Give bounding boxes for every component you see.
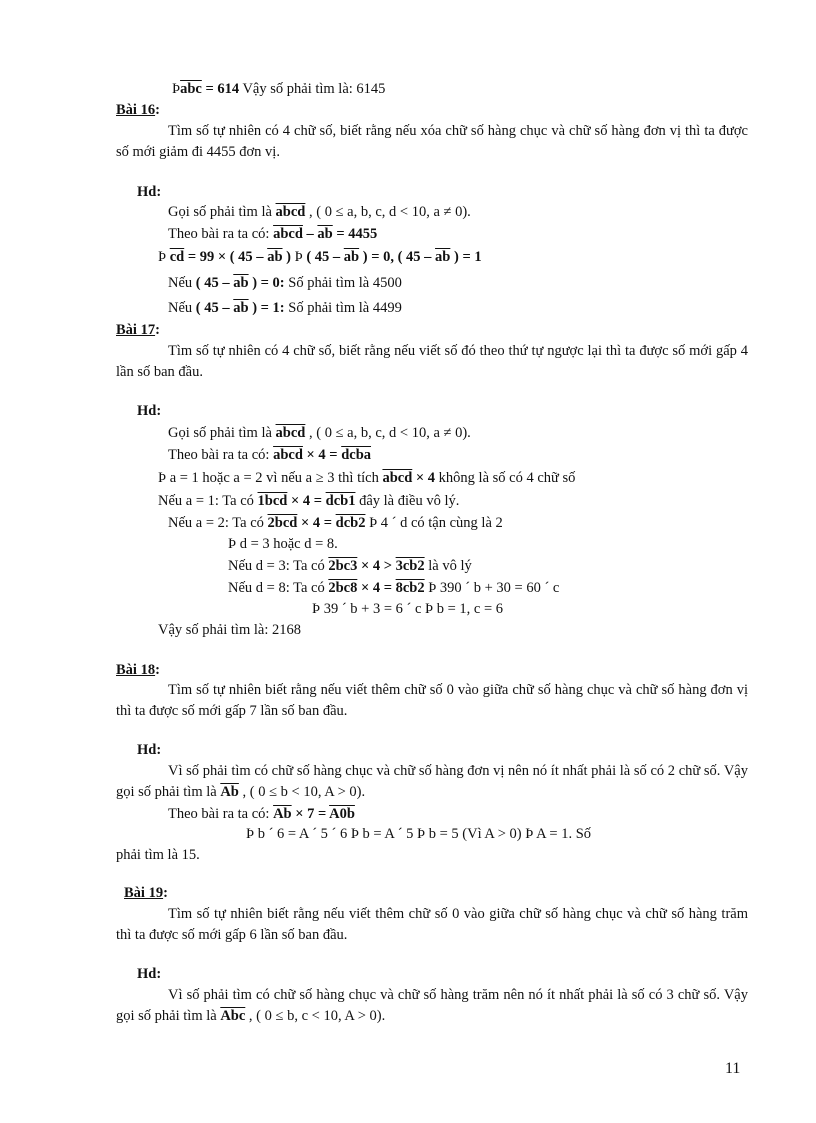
overline-number: $\overline{ab}$ [317,226,333,242]
overline-number: A0b [329,806,355,822]
math-expression: – [302,226,318,242]
text: Nếu a = 2: Ta có [168,515,268,531]
text: Theo bài ra ta có: [168,806,274,822]
text: Nếu [168,300,196,316]
overline-number: $\overline{cd}$ [169,249,185,265]
implies-symbol: Þ [158,249,170,265]
answer-line: phải tìm là 15. [116,847,200,863]
overline-number: $\overline{Ab}$ [220,784,239,800]
implies-symbol: Þ [172,81,181,97]
hint-label: Hd: [137,403,162,419]
overline-number: $\overline{ab}$ [343,249,360,265]
overline-number: abcd [275,425,306,441]
overline-number: dcb1 [325,493,356,509]
overline-number: $\overline{ab}$ [233,300,249,316]
math-expression: ) = 0: [248,275,285,291]
text: Þ 4 ´ d có tận cùng là 2 [365,515,503,531]
problem-title: Bài 16 [116,102,156,118]
title-colon: : [155,102,160,118]
text: không là số có 4 chữ số [435,470,576,486]
solution-line [168,424,471,442]
title-colon: : [155,322,160,338]
math-expression: × 4 = [287,493,326,509]
overline-number: 8cb2 [395,580,425,596]
text: Số phải tìm là 4500 [284,275,402,291]
math-expression: = 614 [201,81,240,97]
problem-16-heading [116,101,160,119]
title-colon: : [155,662,160,678]
math-expression: × 4 > [357,558,396,574]
overline-number: 2bcd [267,515,298,531]
top-result-line [172,80,385,98]
problem-17-statement [116,341,748,383]
solution-line: Þ 39 ´ b + 3 = 6 ´ c Þ b = 1, c = 6 [312,601,503,617]
text: Þ 390 ´ b + 30 = 60 ´ c [424,580,560,596]
solution-line: Þ b ´ 6 = A ´ 5 ´ 6 Þ b = A ´ 5 Þ b = 5 (Vì A > 0) Þ A = 1. Số [246,826,592,842]
text: Nếu d = 8: Ta có [228,580,329,596]
solution-line [168,514,503,532]
math-expression: × 4 [412,470,436,486]
hint-label: Hd: [137,184,162,200]
problem-title: Bài 18 [116,662,156,678]
overline-number: $\overline{ab}$ [233,275,249,291]
solution-line [168,203,471,221]
problem-title: Bài 19 [124,885,164,901]
text: Nếu [168,275,196,291]
implies-symbol: Þ [290,249,307,265]
text: Gọi số phải tìm là [168,425,276,441]
solution-line: Þ d = 3 hoặc d = 8. [228,536,338,552]
math-expression: × 7 = [291,806,330,822]
overline-number: $\overline{Ab}$ [273,806,292,822]
solution-paragraph [116,985,748,1027]
overline-number: dcb2 [335,515,366,531]
problem-text: Tìm số tự nhiên có 4 chữ số, biết rằng nếu xóa chữ số hàng chục và chữ số hàng đơn vị thì ta được số mới giảm đi 4455 đơn vị. [116,123,748,160]
text: Nếu a = 1: Ta có [158,493,258,509]
solution-line [168,274,402,292]
title-colon: : [163,885,168,901]
hint-label: Hd: [137,966,162,982]
problem-text: Tìm số tự nhiên biết rằng nếu viết thêm chữ số 0 vào giữa chữ số hàng chục và chữ số hàng đơn vị thì ta được số mới gấp 7 lần số ban đầu. [116,682,748,719]
math-expression: × 4 = [297,515,336,531]
text: Nếu d = 3: Ta có [228,558,329,574]
overline-number: 1bcd [257,493,288,509]
solution-line [158,492,459,510]
solution-line [158,248,482,266]
text: , ( 0 ≤ a, b, c, d < 10, a ≠ 0). [305,204,471,220]
problem-text: Tìm số tự nhiên biết rằng nếu viết thêm chữ số 0 vào giữa chữ số hàng chục và chữ số hàng trăm thì ta được số mới gấp 6 lần số ban đầu. [116,906,748,943]
text: đây là điều vô lý. [355,493,460,509]
text: Vì số phải tìm có chữ số hàng chục và chữ số hàng đơn vị nên nó ít nhất phải là số có 2 chữ số. Vậy gọi số phải tìm là [116,763,748,800]
overline-number: 2bc8 [328,580,358,596]
math-expression: = 4455 [332,226,378,242]
hint-label: Hd: [137,742,162,758]
overline-number: $\overline{ab}$ [267,249,283,265]
math-expression: ) = 0, ( 45 – [359,249,436,265]
overline-number: $\overline{abc}$ [180,81,202,97]
math-expression: ) = 1: [248,300,285,316]
page-number: 11 [725,1060,741,1077]
overline-number: 3cb2 [395,558,425,574]
overline-number: abcd [382,470,413,486]
text: là vô lý [424,558,472,574]
text: Vì số phải tìm có chữ số hàng chục và chữ số hàng trăm nên nó ít nhất phải là số có 3 chữ số. Vậy gọi số phải tìm là [116,987,748,1024]
solution-line [168,225,377,243]
text: Þ a = 1 hoặc a = 2 vì nếu a ≥ 3 thì tích [158,470,383,486]
overline-number: dcba [341,447,372,463]
text: , ( 0 ≤ a, b, c, d < 10, a ≠ 0). [305,425,471,441]
problem-text: Tìm số tự nhiên có 4 chữ số, biết rằng nếu viết số đó theo thứ tự ngược lại thì ta được số mới gấp 4 lần số ban đầu. [116,343,748,380]
math-expression: × 4 = [302,447,342,463]
overline-number: $\overline{ab}$ [435,249,451,265]
overline-number: $\overline{Abc}$ [220,1008,246,1024]
overline-number: abcd [273,226,303,242]
solution-line [168,446,371,464]
problem-18-statement [116,680,748,722]
problem-19-heading [124,884,168,902]
solution-line [228,557,472,575]
math-expression: = 99 × ( 45 – [184,249,268,265]
math-expression: ) = 1 [450,249,482,265]
text: Theo bài ra ta có: [168,226,274,242]
text: Số phải tìm là 4499 [284,300,402,316]
math-expression: × 4 = [357,580,396,596]
solution-line [158,469,575,487]
math-expression: ( 45 – [306,249,344,265]
overline-number: abcd [275,204,306,220]
text: Gọi số phải tìm là [168,204,276,220]
answer-line: Vậy số phải tìm là: 2168 [158,622,301,638]
overline-number: 2bc3 [328,558,358,574]
math-expression: ( 45 – [195,300,234,316]
problem-16-statement [116,121,748,163]
problem-18-heading [116,661,160,679]
conclusion-text: Vậy số phải tìm là: 6145 [239,81,386,97]
solution-line [168,805,355,823]
solution-line [228,579,559,597]
problem-17-heading [116,321,160,339]
overline-number: abcd [273,447,303,463]
text: , ( 0 ≤ b < 10, A > 0). [238,784,366,800]
problem-19-statement [116,904,748,946]
math-expression: ( 45 – [195,275,234,291]
math-expression: ) [282,249,291,265]
problem-title: Bài 17 [116,322,156,338]
solution-paragraph [116,761,748,803]
text: Theo bài ra ta có: [168,447,274,463]
text: , ( 0 ≤ b, c < 10, A > 0). [245,1008,386,1024]
solution-line [168,299,402,317]
